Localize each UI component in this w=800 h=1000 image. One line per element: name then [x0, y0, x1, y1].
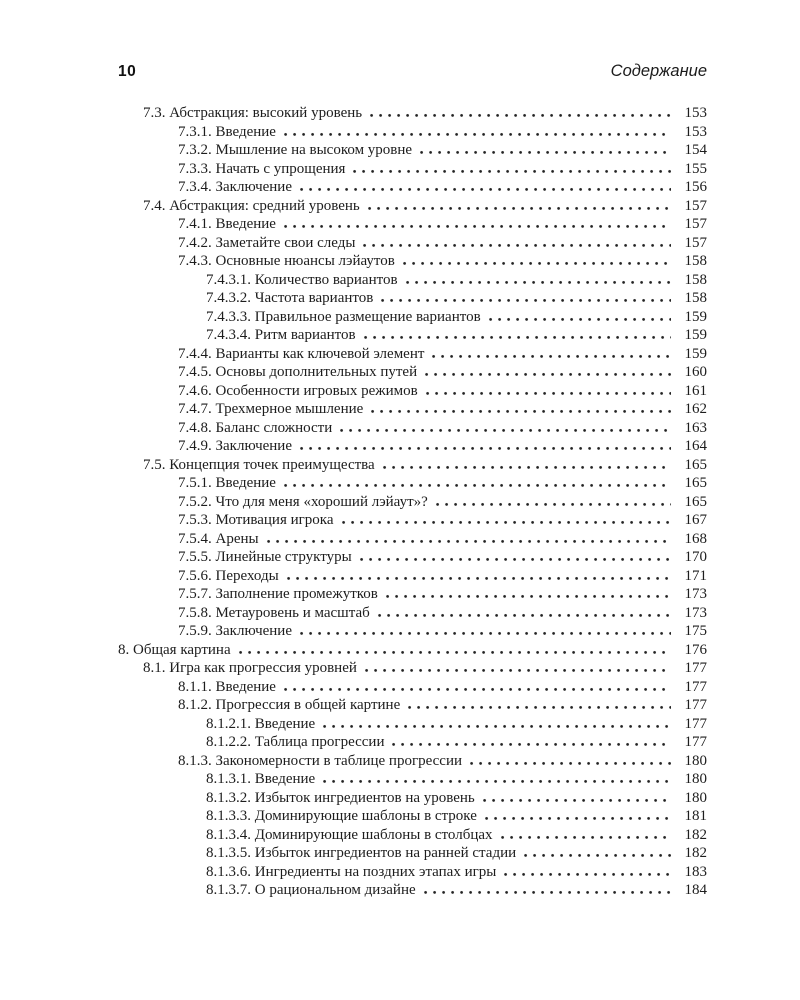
toc-entry [118, 400, 707, 419]
toc-list [118, 104, 707, 900]
dot-leader [489, 317, 671, 321]
toc-entry-page: 154 [684, 142, 707, 158]
toc-entry-label: 8.1.2.1. Введение [206, 715, 316, 732]
dot-leader [300, 631, 671, 635]
toc-entry-label: 7.4.1. Введение [178, 216, 276, 232]
toc-entry [118, 437, 707, 456]
toc-entry-label: 7.4.4. Варианты как ключевой элемент [178, 345, 425, 362]
dot-leader [363, 243, 671, 247]
toc-entry [118, 641, 707, 660]
toc-entry [118, 178, 707, 197]
toc-entry-label: 8.1.3.4. Доминирующие шаблоны в столбцах [206, 826, 493, 843]
toc-entry-label: 8.1.3.7. О рациональном дизайне [206, 882, 416, 898]
toc-entry-page: 173 [684, 586, 707, 602]
dot-leader [284, 132, 671, 136]
toc-entry-label: 7.4.3.2. Частота вариантов [206, 290, 374, 306]
toc-entry-label: 7.4.3. Основные нюансы лэйаутов [178, 253, 395, 269]
dot-leader [485, 816, 671, 820]
toc-entry-label: 7.4.7. Трехмерное мышление [178, 401, 364, 417]
dot-leader [383, 465, 671, 469]
toc-entry-page: 153 [684, 123, 707, 140]
toc-entry-label: 7.5.5. Линейные структуры [178, 549, 352, 565]
dot-leader [353, 169, 671, 173]
toc-entry-label: 8.1.3.2. Избыток ингредиентов на уровень [206, 789, 475, 806]
toc-entry-page: 173 [684, 604, 707, 621]
toc-entry-label: 7.4.3.1. Количество вариантов [206, 271, 398, 288]
dot-leader [425, 372, 671, 376]
toc-entry-label: 7.5.6. Переходы [178, 567, 279, 584]
dot-leader [470, 761, 671, 765]
toc-entry-page: 181 [684, 808, 707, 824]
toc-entry-page: 161 [684, 382, 707, 399]
toc-entry-page: 184 [684, 882, 707, 898]
toc-entry [118, 345, 707, 364]
dot-leader [267, 539, 671, 543]
toc-entry [118, 715, 707, 734]
toc-entry [118, 604, 707, 623]
dot-leader [340, 428, 671, 432]
toc-entry [118, 252, 707, 271]
dot-leader [300, 187, 671, 191]
toc-entry [118, 622, 707, 641]
toc-entry-page: 176 [684, 641, 707, 658]
toc-entry-label: 8.1.3.3. Доминирующие шаблоны в строке [206, 808, 477, 824]
toc-entry [118, 215, 707, 234]
toc-entry-page: 160 [684, 364, 707, 380]
dot-leader [432, 354, 671, 358]
toc-entry-label: 7.5.2. Что для меня «хороший лэйаут»? [178, 493, 428, 510]
toc-entry [118, 530, 707, 549]
dot-leader [342, 520, 672, 524]
toc-entry-page: 159 [684, 345, 707, 362]
toc-entry-label: 8.1. Игра как прогрессия уровней [143, 660, 357, 676]
toc-entry-page: 164 [684, 438, 707, 454]
dot-leader [436, 502, 671, 506]
toc-entry-label: 7.4.6. Особенности игровых режимов [178, 382, 418, 399]
toc-entry [118, 271, 707, 290]
toc-entry-page: 182 [684, 845, 707, 861]
toc-entry-label: 7.5.1. Введение [178, 475, 276, 491]
toc-entry [118, 474, 707, 493]
toc-entry [118, 807, 707, 826]
toc-entry-label: 8. Общая картина [118, 641, 231, 658]
toc-entry-page: 158 [684, 253, 707, 269]
toc-entry [118, 123, 707, 142]
dot-leader [483, 798, 671, 802]
toc-entry-label: 8.1.3.5. Избыток ингредиентов на ранней стадии [206, 845, 517, 861]
toc-entry [118, 493, 707, 512]
toc-entry-page: 177 [684, 660, 707, 676]
dot-leader [300, 446, 671, 450]
toc-entry [118, 696, 707, 715]
toc-entry [118, 733, 707, 752]
toc-entry [118, 363, 707, 382]
toc-entry-page: 177 [684, 678, 707, 695]
toc-entry-page: 165 [684, 456, 707, 473]
toc-entry-label: 8.1.2. Прогрессия в общей картине [178, 697, 401, 713]
toc-entry-label: 7.4.9. Заключение [178, 438, 292, 454]
toc-entry [118, 419, 707, 438]
toc-entry-label: 8.1.2.2. Таблица прогрессии [206, 734, 385, 750]
toc-entry-page: 177 [684, 697, 707, 713]
toc-entry-page: 175 [684, 623, 707, 639]
dot-leader [364, 335, 671, 339]
toc-entry-page: 165 [684, 493, 707, 510]
toc-entry [118, 567, 707, 586]
dot-leader [239, 650, 671, 654]
dot-leader [420, 150, 671, 154]
toc-entry-page: 168 [684, 530, 707, 547]
dot-leader [408, 705, 671, 709]
dot-leader [368, 206, 671, 210]
dot-leader [403, 261, 671, 265]
toc-entry-label: 8.1.1. Введение [178, 678, 276, 695]
toc-entry [118, 585, 707, 604]
dot-leader [360, 557, 671, 561]
dot-leader [323, 724, 671, 728]
toc-entry [118, 234, 707, 253]
toc-entry-page: 155 [684, 160, 707, 177]
toc-entry-page: 157 [684, 216, 707, 232]
dot-leader [381, 298, 671, 302]
toc-entry-page: 162 [684, 401, 707, 417]
dot-leader [501, 835, 671, 839]
toc-entry [118, 289, 707, 308]
toc-entry-label: 7.5.7. Заполнение промежутков [178, 586, 378, 602]
toc-entry-page: 183 [684, 863, 707, 880]
toc-entry-label: 7.3.4. Заключение [178, 179, 292, 195]
dot-leader [392, 742, 671, 746]
toc-entry [118, 456, 707, 475]
toc-entry [118, 881, 707, 900]
toc-entry [118, 770, 707, 789]
toc-entry [118, 548, 707, 567]
toc-entry-page: 171 [684, 567, 707, 584]
dot-leader [504, 872, 671, 876]
toc-entry [118, 844, 707, 863]
toc-entry-page: 177 [684, 734, 707, 750]
toc-entry [118, 326, 707, 345]
toc-entry-label: 7.3.2. Мышление на высоком уровне [178, 142, 413, 158]
toc-entry-page: 182 [684, 826, 707, 843]
toc-entry-label: 7.3.1. Введение [178, 123, 276, 140]
dot-leader [524, 853, 671, 857]
toc-entry [118, 382, 707, 401]
toc-entry [118, 826, 707, 845]
toc-entry-page: 158 [684, 290, 707, 306]
toc-entry [118, 308, 707, 327]
dot-leader [424, 890, 671, 894]
toc-entry [118, 197, 707, 216]
toc-entry-page: 163 [684, 419, 707, 436]
toc-entry-page: 159 [684, 308, 707, 325]
toc-entry-page: 157 [684, 234, 707, 251]
toc-entry-page: 177 [684, 715, 707, 732]
toc-entry [118, 752, 707, 771]
dot-leader [284, 687, 671, 691]
dot-leader [426, 391, 671, 395]
dot-leader [406, 280, 671, 284]
folio-page-number: 10 [118, 63, 137, 80]
toc-entry-page: 157 [684, 197, 707, 214]
dot-leader [323, 779, 671, 783]
toc-entry [118, 160, 707, 179]
toc-entry [118, 659, 707, 678]
toc-entry-label: 7.5.8. Метауровень и масштаб [178, 604, 370, 621]
page-header [118, 62, 707, 81]
toc-entry-label: 7.4. Абстракция: средний уровень [143, 197, 360, 214]
toc-entry-page: 170 [684, 549, 707, 565]
toc-entry-label: 7.5.3. Мотивация игрока [178, 512, 334, 528]
dot-leader [284, 224, 671, 228]
toc-entry-page: 156 [684, 179, 707, 195]
toc-entry-label: 8.1.3. Закономерности в таблице прогрессии [178, 752, 462, 769]
toc-entry-label: 8.1.3.6. Ингредиенты на поздних этапах игры [206, 863, 497, 880]
toc-entry-label: 7.5.9. Заключение [178, 623, 292, 639]
toc-entry-page: 159 [684, 327, 707, 343]
dot-leader [284, 483, 671, 487]
toc-entry-label: 7.4.5. Основы дополнительных путей [178, 364, 418, 380]
toc-entry-page: 167 [684, 512, 707, 528]
dot-leader [365, 668, 671, 672]
toc-entry-label: 7.4.2. Заметайте свои следы [178, 234, 356, 251]
running-title: Содержание [610, 62, 707, 80]
toc-entry-page: 180 [684, 771, 707, 787]
toc-entry-label: 7.3. Абстракция: высокий уровень [143, 105, 363, 121]
toc-entry-page: 158 [684, 271, 707, 288]
dot-leader [386, 594, 671, 598]
dot-leader [378, 613, 671, 617]
toc-entry-label: 7.4.3.4. Ритм вариантов [206, 327, 356, 343]
toc-entry [118, 104, 707, 123]
toc-entry-page: 180 [684, 752, 707, 769]
toc-entry-page: 180 [684, 789, 707, 806]
toc-entry-page: 153 [684, 105, 707, 121]
toc-entry-label: 7.4.3.3. Правильное размещение вариантов [206, 308, 481, 325]
toc-entry-page: 165 [684, 475, 707, 491]
dot-leader [287, 576, 671, 580]
toc-entry [118, 511, 707, 530]
toc-entry-label: 7.5. Концепция точек преимущества [143, 456, 375, 473]
toc-entry-label: 7.5.4. Арены [178, 530, 259, 547]
toc-entry-label: 7.3.3. Начать с упрощения [178, 160, 346, 177]
toc-entry [118, 789, 707, 808]
toc-entry-label: 8.1.3.1. Введение [206, 771, 316, 787]
toc-entry [118, 863, 707, 882]
toc-entry [118, 141, 707, 160]
dot-leader [371, 409, 671, 413]
toc-entry-label: 7.4.8. Баланс сложности [178, 419, 333, 436]
dot-leader [370, 113, 671, 117]
toc-entry [118, 678, 707, 697]
